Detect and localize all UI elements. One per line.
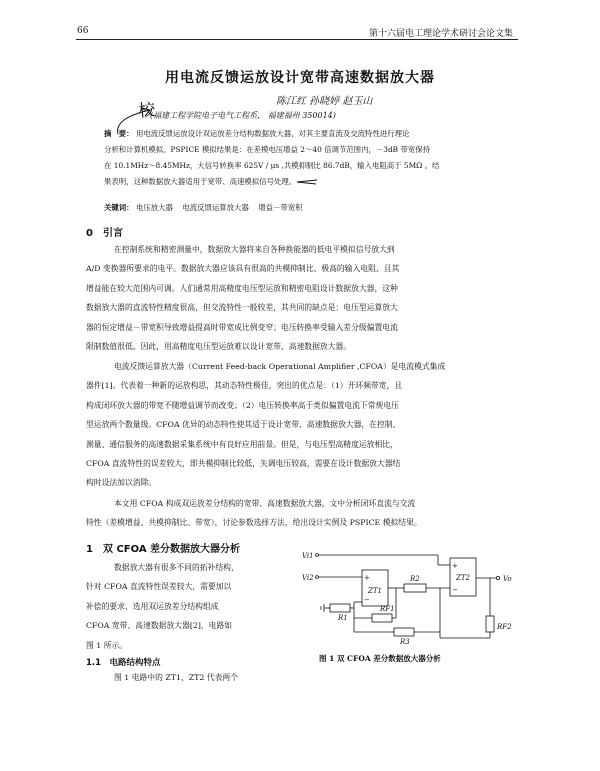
section-heading: 1 双 CFOA 差分数据放大器分析	[86, 544, 241, 555]
text-line: CFOA 宽带、高速数据放大器[2]，电路如	[86, 621, 233, 631]
label-r2: R2	[410, 575, 420, 583]
text-line: 增益能在较大范围内可调。人们通常用高精度电压型运放和精密电阻设计数据放大器，这种	[86, 283, 398, 293]
text-line: 电流反馈运算放大器（Current Feed-back Operational Amplifier ,CFOA）是电流模式集成	[114, 362, 446, 371]
abstract-line: 分析和计算机模拟。PSPICE 模拟结果是：在差模电压增益 2～40 倍调节范围内，－3dB 带宽保持	[104, 145, 431, 154]
keywords-label: 关键词：	[104, 203, 134, 212]
keyword: 增益－带宽积	[258, 203, 303, 212]
label-vi1: Vi1	[302, 552, 314, 560]
text-line: 补偿的要求，选用双运放差分结构组成	[86, 601, 219, 611]
handwritten-proof-mark: 校	[137, 100, 157, 122]
text-line: CFOA 直流特性的误差较大，即共模抑制比较低，失调电压较高，需要在设计数据放大器结	[86, 459, 401, 469]
keywords	[104, 202, 303, 213]
text-line: 构时设法加以消除。	[86, 478, 157, 488]
text-line: 图 1 所示。	[86, 640, 128, 650]
keyword: 电压放大器	[135, 203, 173, 212]
section1-subparagraph: 图 1 电路中的 ZT1、ZT2 代表两个	[114, 673, 238, 682]
abstract-line: 在 10.1MHz～8.45MHz，大信号转换率 625V / μs ,共模抑制比 86.7dB，输入电阻高于 5MΩ 。结	[104, 161, 440, 170]
resistor-rf2	[486, 616, 494, 632]
text-line: 测量、通信服务的高速数据采集系统中有良好应用前景。但是，与电压型高精度运放相比，	[86, 439, 398, 449]
text-line: 本文用 CFOA 构成双运放差分结构的宽带、高速数据放大器，文中分析闭环直流与交流	[114, 499, 416, 508]
label-plus: +	[452, 562, 458, 570]
label-rf1: RF1	[380, 605, 395, 613]
handwritten-mark-icon	[296, 178, 318, 186]
label-zt1: ZT1	[368, 587, 382, 595]
section0-paragraph-3	[86, 494, 518, 533]
section0-paragraph-2	[86, 357, 518, 493]
section-heading: 0 引言	[86, 228, 123, 239]
label-plus: +	[364, 574, 370, 582]
circuit-diagram	[300, 548, 532, 648]
resistor-r1	[330, 604, 350, 612]
text-line: 构成闭环放大器的带宽不随增益调节而改变；（2）电压转换率高于类似偏置电流下常规电压	[86, 400, 399, 410]
label-zt2: ZT2	[456, 574, 470, 582]
label-vo: Vo	[503, 575, 512, 583]
terminal-vi1	[316, 554, 319, 557]
abstract-line: 果表明，这种数据放大器适用于宽带、高速模拟信号处理。	[104, 177, 297, 186]
resistor-r2	[404, 584, 426, 592]
text-line: A/D 变换器所要求的电平。数据放大器应该具有很高的共模抑制比、极高的输入电阻、且其	[86, 264, 400, 274]
label-minus: −	[364, 596, 370, 604]
paper-affiliation: (福建工程学院电子电气工程系， 福建福州 350014)	[150, 111, 336, 120]
section0-paragraph-1	[86, 240, 518, 356]
abstract-line: 用电流反馈运放设计双运放差分结构数据放大器，对其主要直流及交流特性进行理论	[135, 129, 410, 138]
paper-title: 用电流反馈运放设计宽带高速数据放大器	[165, 70, 435, 86]
abstract-label: 摘 要：	[104, 129, 134, 138]
header-rule	[76, 39, 518, 40]
text-line: 特性（差模增益、共模抑制比、带宽），讨论参数选择方法，给出设计实例及 PSPICE 模拟结果。	[86, 518, 422, 528]
figure-caption: 图 1 双 CFOA 差分数据放大器分析	[319, 654, 441, 663]
terminal-vi2	[316, 576, 319, 579]
label-r1: R1	[338, 614, 348, 622]
keyword: 电流反馈运算放大器	[182, 203, 249, 212]
label-r3: R3	[400, 638, 410, 646]
subsection-heading: 1.1 电路结构特点	[86, 658, 161, 668]
label-vi2: Vi2	[302, 574, 314, 582]
journal-name: 第十六届电工理论学术研讨会论文集	[369, 29, 514, 39]
resistor-rf1	[372, 614, 392, 622]
label-rf2: RF2	[497, 623, 512, 631]
text-line: 限制数值很低。因此，用高精度电压型运放难以设计宽带、高速数据放大器。	[86, 342, 352, 352]
text-line: 针对 CFOA 直流特性误差较大，需要加以	[86, 582, 232, 592]
paper-authors: 陈江红 孙晓婷 赵玉山	[276, 96, 373, 107]
resistor-r3	[394, 628, 414, 636]
terminal-vo	[496, 576, 499, 579]
text-line: 型运放两个数量级。CFOA 优异的动态特性使其适于设计宽带、高速数据放大器，在控制、	[86, 420, 401, 430]
text-line: 器的恒定增益－带宽积导致增益提高时带宽成比例变窄；电压转换率受输入差分级偏置电流	[86, 322, 398, 332]
text-line: 数据放大器的直流特性精度很高，但交流特性一般较差，其共同的缺点是：电压型运算放大	[86, 303, 398, 313]
text-line: 在控制系统和精密测量中，数据放大器将来自各种换能器的低电平模拟信号放大到	[114, 245, 395, 254]
section1-paragraph-1	[86, 558, 298, 655]
text-line: 数据放大器有很多不同的拓补结构，	[114, 563, 239, 572]
page-number: 66	[77, 26, 89, 36]
label-minus: −	[452, 586, 458, 594]
abstract	[104, 126, 504, 190]
text-line: 器件[1]。代表着一种新的运放构思，其动态特性极佳，突出的优点是：（1）开环频带宽，且	[86, 381, 403, 391]
